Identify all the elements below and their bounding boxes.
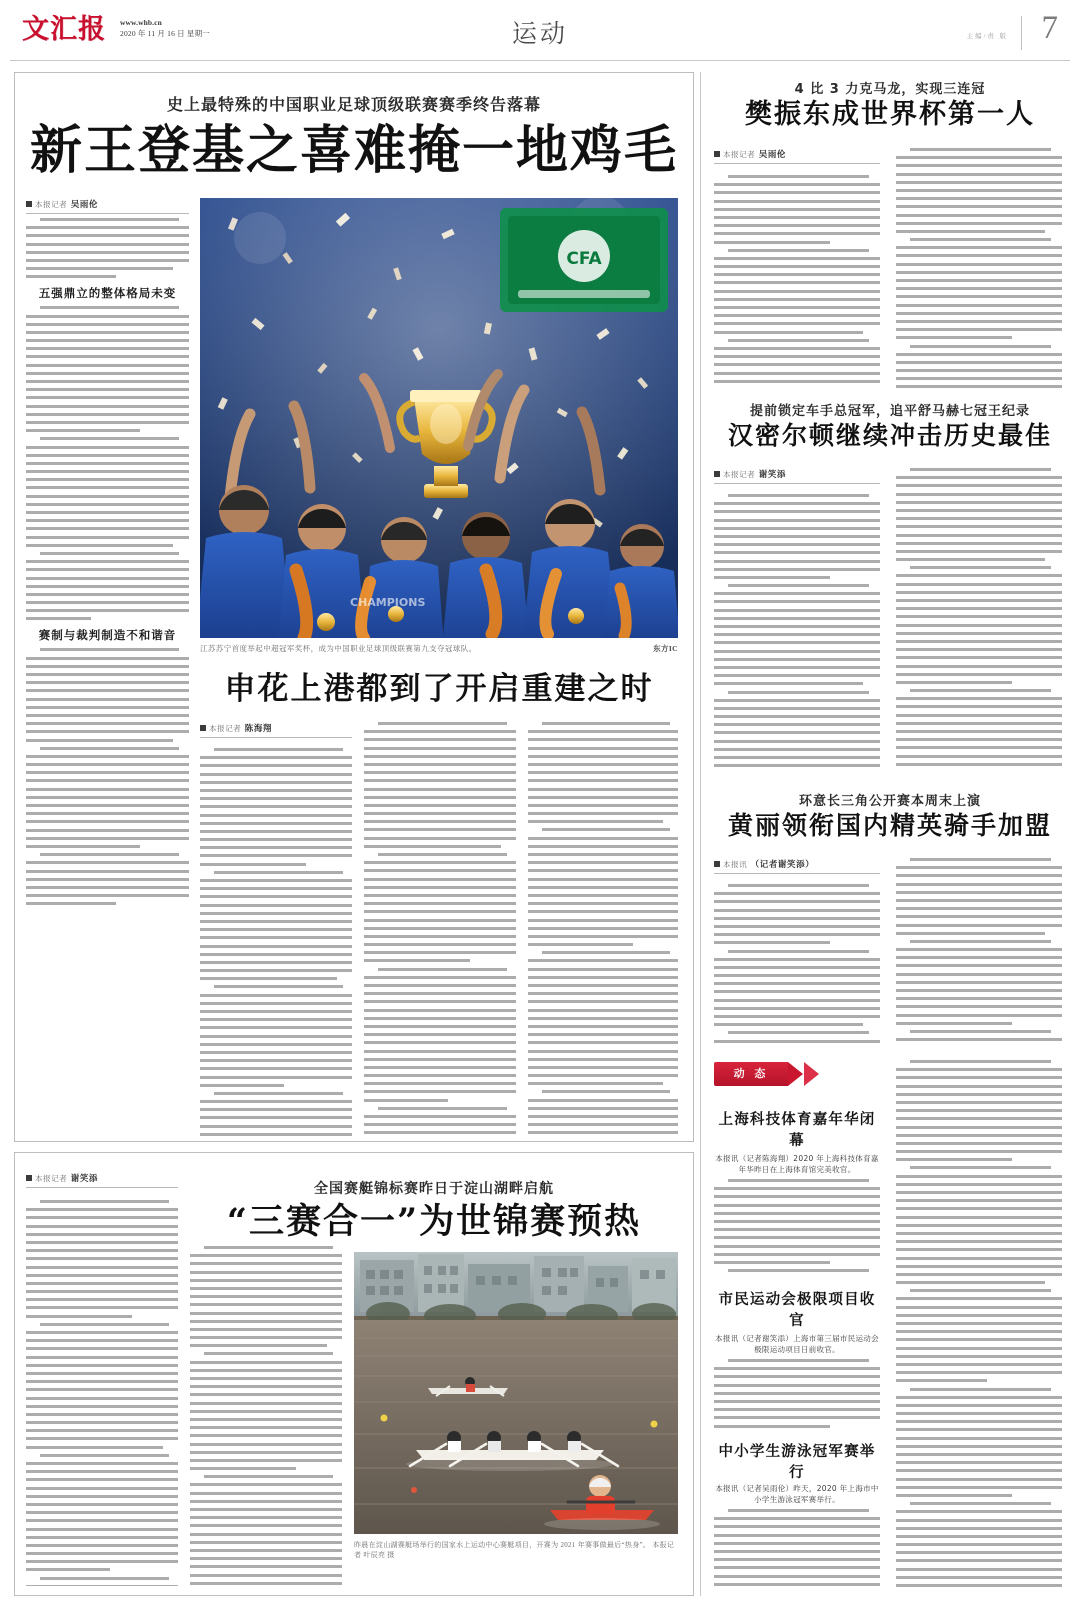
second-column-a <box>200 748 352 1138</box>
right-byline-name-3: （记者谢笑添） <box>750 860 815 870</box>
bottom-column-1 <box>26 1200 178 1586</box>
right-story-3-column-1 <box>714 884 880 1044</box>
masthead-divider <box>1021 16 1022 50</box>
byline-square-icon <box>714 151 720 157</box>
masthead-rule <box>10 60 1070 61</box>
badge-label: 动 态 <box>733 1067 769 1080</box>
right-byline-role-1: 本报记者 <box>723 150 756 159</box>
second-column-b <box>364 722 516 1138</box>
right-story-3-byline <box>714 858 880 878</box>
lead-body-1 <box>26 218 189 278</box>
brief-1-byline: 本报讯（记者陈海翔）2020 年上海科技体育嘉年华昨日在上海体育馆完美收官。 <box>715 1154 879 1174</box>
badge-arrow-icon <box>788 1062 803 1086</box>
bottom-byline-name: 谢笑添 <box>70 1174 99 1184</box>
masthead-date: 2020 年 11 月 16 日 星期一 <box>120 28 210 38</box>
newspaper-logo[interactable]: 文汇报 <box>22 14 106 45</box>
brief-2-byline: 本报讯（记者谢笑添）上海市第三届市民运动会极限运动项目日前收官。 <box>715 1334 879 1354</box>
lead-subhead-2: 赛制与裁判制造不和谐音 <box>38 628 177 643</box>
bottom-photo-caption: 昨晨在淀山湖赛艇场举行的国家水上运动中心赛艇项目，开赛为 2021 年赛事做最后“热身”。 <box>354 1541 651 1549</box>
masthead-credits: 主编/责 版 <box>966 33 1008 40</box>
lead-byline-role: 本报记者 <box>35 200 68 209</box>
lead-photo-caption: 江苏苏宁首度举起中超冠军奖杯，成为中国职业足球顶级联赛第九支夺冠球队。 <box>200 644 477 653</box>
right-story-3-kicker: 环意长三角公开赛本周末上演 <box>798 794 981 809</box>
second-byline-role: 本报记者 <box>209 724 242 733</box>
masthead-url[interactable]: www.whb.cn <box>120 18 162 27</box>
right-byline-row-2 <box>714 468 880 484</box>
second-byline-row <box>200 722 352 738</box>
lead-byline <box>26 198 189 214</box>
right-byline-role-3: 本报讯 <box>723 860 748 869</box>
right-byline-name-2: 谢笑添 <box>758 470 787 480</box>
byline-square-icon <box>714 861 720 867</box>
masthead <box>0 0 1080 62</box>
lead-column-1 <box>26 198 189 1138</box>
second-story-byline <box>200 722 352 742</box>
svg-text:CHAMPIONS: CHAMPIONS <box>350 596 426 609</box>
bottom-photo-credit: 本报记者 叶辰亮 摄 <box>354 1541 675 1559</box>
lead-byline-name: 吴雨伦 <box>70 200 99 210</box>
right-byline-row-1 <box>714 148 880 164</box>
brief-1-body <box>714 1148 880 1276</box>
right-story-1-column-2 <box>896 148 1062 388</box>
briefs-badge <box>714 1062 834 1086</box>
right-byline-role-2: 本报记者 <box>723 470 756 479</box>
right-story-3-headline[interactable]: 黄丽领衔国内精英骑手加盟 <box>727 811 1052 840</box>
lead-photo-credit: 东方IC <box>653 644 678 653</box>
bottom-byline-role: 本报记者 <box>35 1174 68 1183</box>
lead-headline[interactable]: 新王登基之喜难掩一地鸡毛 <box>30 120 679 181</box>
lead-photo <box>200 198 678 638</box>
bottom-byline-row <box>26 1172 178 1188</box>
brief-2-headline[interactable]: 市民运动会极限项目收官 <box>718 1292 876 1329</box>
byline-square-icon <box>26 1175 32 1181</box>
right-story-2-column-2 <box>896 468 1062 770</box>
right-story-1-column-1 <box>714 175 880 385</box>
second-column-c <box>528 722 678 1138</box>
brief-2-body <box>714 1328 880 1428</box>
bottom-photo-caption-row <box>354 1540 678 1560</box>
right-story-2-byline <box>714 468 880 488</box>
page-number: 7 <box>1041 10 1058 46</box>
svg-text:CFA: CFA <box>566 249 602 269</box>
rowing-photo-illustration <box>354 1252 678 1534</box>
byline-square-icon <box>714 471 720 477</box>
brief-1-headline[interactable]: 上海科技体育嘉年华闭幕 <box>718 1112 876 1149</box>
byline-square-icon <box>26 201 32 207</box>
bottom-kicker: 全国赛艇锦标赛昨日于淀山湖畔启航 <box>314 1181 554 1197</box>
bottom-story-byline <box>26 1172 178 1192</box>
second-story-headline[interactable]: 申花上港都到了开启重建之时 <box>224 671 654 707</box>
right-byline-name-1: 吴雨伦 <box>758 150 787 160</box>
lead-subhead-1: 五强鼎立的整体格局未变 <box>38 286 177 301</box>
right-story-2-kicker: 提前锁定车手总冠军，追平舒马赫七冠王纪录 <box>749 404 1030 419</box>
bottom-column-2 <box>190 1246 342 1586</box>
section-title: 运动 <box>511 19 568 48</box>
right-byline-row-3 <box>714 858 880 874</box>
right-story-1-headline[interactable]: 樊振东成世界杯第一人 <box>745 99 1035 130</box>
second-byline-name: 陈海翔 <box>244 724 273 734</box>
byline-square-icon <box>200 725 206 731</box>
badge-arrow-secondary-icon <box>804 1062 819 1086</box>
right-story-1-kicker: 4 比 3 力克马龙，实现三连冠 <box>794 82 986 97</box>
brief-3-body <box>714 1478 880 1590</box>
right-far-column <box>896 1060 1062 1590</box>
right-story-1-byline <box>714 148 880 168</box>
lead-kicker: 史上最特殊的中国职业足球顶级联赛赛季终告落幕 <box>166 95 541 114</box>
brief-2-text <box>714 1359 880 1428</box>
brief-3-text <box>714 1509 880 1590</box>
bottom-headline[interactable]: “三赛合一”为世锦赛预热 <box>226 1201 642 1242</box>
brief-3-headline[interactable]: 中小学生游泳冠军赛举行 <box>718 1444 876 1481</box>
column-divider <box>700 72 701 1596</box>
lead-body-2 <box>26 306 189 620</box>
lead-photo-caption-row <box>200 643 678 654</box>
lead-body-3 <box>26 648 189 905</box>
right-story-2-headline[interactable]: 汉密尔顿继续冲击历史最佳 <box>727 421 1052 450</box>
rowing-photo <box>354 1252 678 1534</box>
brief-3-byline: 本报讯（记者吴雨伦）昨天，2020 年上海市中小学生游泳冠军赛举行。 <box>715 1484 879 1504</box>
celebration-photo-illustration <box>200 198 678 638</box>
right-story-3-column-2 <box>896 858 1062 1044</box>
brief-1-text <box>714 1179 880 1276</box>
right-story-2-column-1 <box>714 494 880 770</box>
